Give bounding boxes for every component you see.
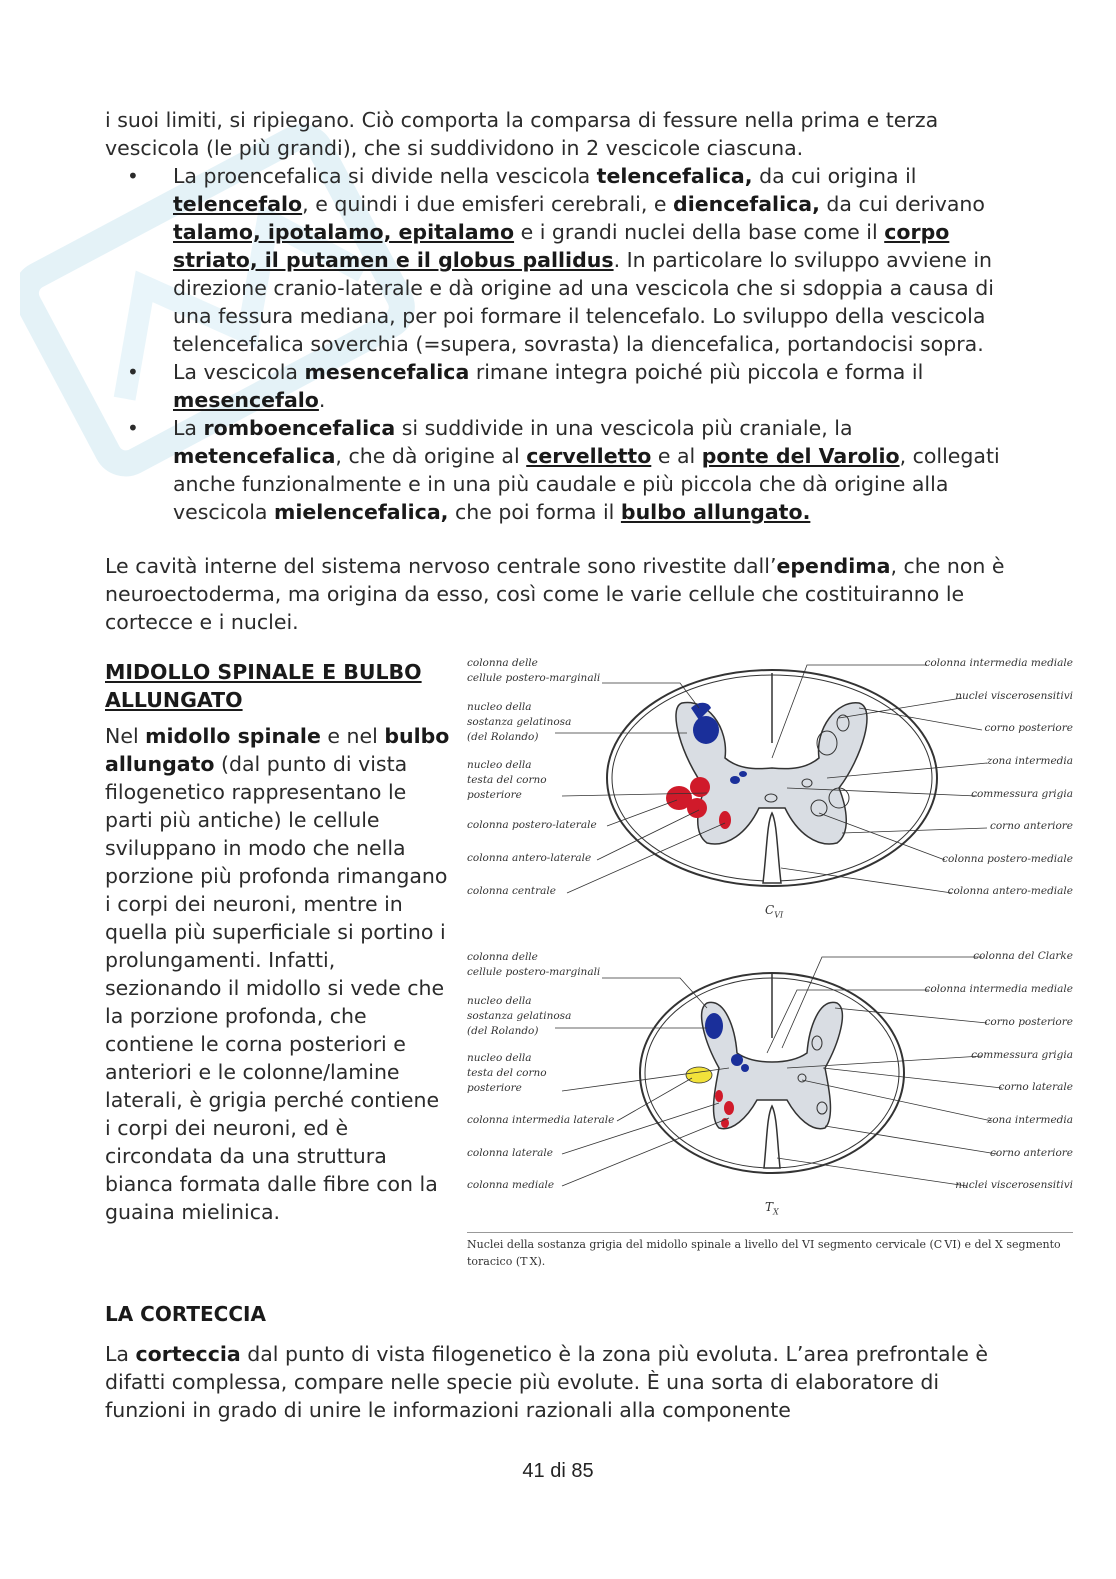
- label-central-column: colonna centrale: [467, 885, 556, 897]
- label-antero-medial-column: colonna antero-mediale: [947, 885, 1073, 897]
- segment-label-cvi: $C_{VI}$: [765, 903, 784, 920]
- label-postero-lateral-column: colonna postero-laterale: [467, 819, 597, 831]
- list-item: • La romboencefalica si suddivide in una vescicola più craniale, la metencefalica, che dà origine al cervelletto e al ponte del Varolio, collegati anche funzionalmente e in una più caudale e più piccola che dà origine alla vescicola mielencefalica, che poi forma il bulbo allungato.: [105, 414, 1005, 526]
- list-item: • La proencefalica si divide nella vescicola telencefalica, da cui origina il telencefalo, e quindi i due emisferi cerebrali, e diencefalica, da cui derivano talamo, ipotalamo, epitalamo e i grandi nuclei della base come il corpo striato, il putamen e il globus pallidus. In particolare lo sviluppo avviene in direzione cranio-laterale e dà origine ad una vescicola che si sdoppia a causa di una fessura mediana, per poi formare il telencefalo. Lo sviluppo della vescicola telencefalica soverchia (=supera, sovrasta) la diencefalica, portandocisi sopra.: [105, 162, 1005, 358]
- label-posterior-horn-tx: corno posteriore: [984, 1016, 1073, 1028]
- label-grey-commissure-tx: commessura grigia: [971, 1049, 1073, 1061]
- page-content: [105, 106, 1073, 1424]
- spinal-cord-text: [105, 658, 450, 1226]
- label-clarke-column: colonna del Clarke: [973, 950, 1073, 962]
- label-intermediate-zone-cvi: zona intermedia: [986, 755, 1073, 767]
- label-viscerosensory-tx: nuclei viscerosensitivi: [955, 1179, 1073, 1191]
- section-heading: MIDOLLO SPINALE E BULBO ALLUNGATO: [105, 660, 422, 712]
- label-head-posterior-horn-tx: nucleo della testa del corno posteriore: [467, 1052, 547, 1094]
- spinal-cord-paragraph: Nel midollo spinale e nel bulbo allungato (dal punto di vista filogenetico rappresentano le parti più antiche) le cellule sviluppano in modo che nella porzione più profonda rimangano i corpi dei neuroni, mentre in quella più superficiale si portino i prolungamenti. Infatti, sezionando il midollo si vede che la porzione profonda, che contiene le corna posteriori e anteriori e le colonne/lamine laterali, è grigia perché contiene i corpi dei neuroni, ed è circondata da una struttura bianca formata dalle fibre con la guaina mielinica.: [105, 724, 450, 1224]
- label-posterior-horn-cvi: corno posteriore: [984, 722, 1073, 734]
- section-heading: LA CORTECCIA: [105, 1302, 266, 1326]
- label-medial-column: colonna mediale: [467, 1179, 555, 1191]
- label-postero-medial-column: colonna postero-mediale: [942, 853, 1073, 865]
- spinal-cord-section: [105, 657, 1073, 1298]
- list-item: • La vescicola mesencefalica rimane integra poiché più piccola e forma il mesencefalo.: [105, 358, 1005, 414]
- label-postero-marginal-tx: colonna delle cellule postero-marginali: [467, 951, 601, 978]
- spinal-cord-figure: [467, 648, 1077, 1268]
- figure-caption: Nuclei della sostanza grigia del midollo spinale a livello del VI segmento cervicale (C VI) e del X segmento toracico (T X).: [467, 1238, 1061, 1268]
- label-rolando-tx: nucleo della sostanza gelatinosa (del Rolando): [467, 995, 572, 1037]
- label-intermediate-zone-tx: zona intermedia: [986, 1114, 1073, 1126]
- label-head-posterior-horn-cvi: nucleo della testa del corno posteriore: [467, 759, 547, 801]
- label-intermedio-medial-tx: colonna intermedia mediale: [924, 983, 1073, 995]
- label-lateral-column: colonna laterale: [467, 1147, 553, 1159]
- intro-paragraph: i suoi limiti, si ripiegano. Ciò comporta la comparsa di fessure nella prima e terza vescicola (le più grandi), che si suddividono in 2 vescicole ciascuna.: [105, 108, 939, 160]
- page-number: 41 di 85: [522, 1460, 594, 1482]
- label-postero-marginal-cvi: colonna delle cellule postero-marginali: [467, 657, 601, 684]
- cortex-paragraph: La corteccia dal punto di vista filogenetico è la zona più evoluta. L’area prefrontale è difatti complessa, compare nelle specie più evolute. È una sorta di elaboratore di funzioni in grado di unire le informazioni razionali alla componente: [105, 1342, 989, 1422]
- label-intermedio-lateral-column: colonna intermedia laterale: [467, 1114, 615, 1126]
- label-viscerosensory-cvi: nuclei viscerosensitivi: [955, 690, 1073, 702]
- segment-label-tx: $T_X$: [765, 1200, 779, 1217]
- ependyma-paragraph: Le cavità interne del sistema nervoso centrale sono rivestite dall’ependima, che non è neuroectoderma, ma origina da esso, così come le varie cellule che costituiranno le cortecce e i nuclei.: [105, 554, 1005, 634]
- label-grey-commissure-cvi: commessura grigia: [971, 788, 1073, 800]
- label-anterior-horn-tx: corno anteriore: [989, 1147, 1073, 1159]
- label-intermedio-medial-cvi: colonna intermedia mediale: [924, 657, 1073, 669]
- bullet-list: [105, 162, 1005, 526]
- label-anterior-horn-cvi: corno anteriore: [989, 820, 1073, 832]
- label-lateral-horn-tx: corno laterale: [998, 1081, 1073, 1093]
- cross-section-cvi: [555, 665, 987, 893]
- label-antero-lateral-column: colonna antero-laterale: [467, 852, 592, 864]
- label-rolando-cvi: nucleo della sostanza gelatinosa (del Rolando): [467, 701, 572, 743]
- cortex-section: [105, 1300, 1005, 1424]
